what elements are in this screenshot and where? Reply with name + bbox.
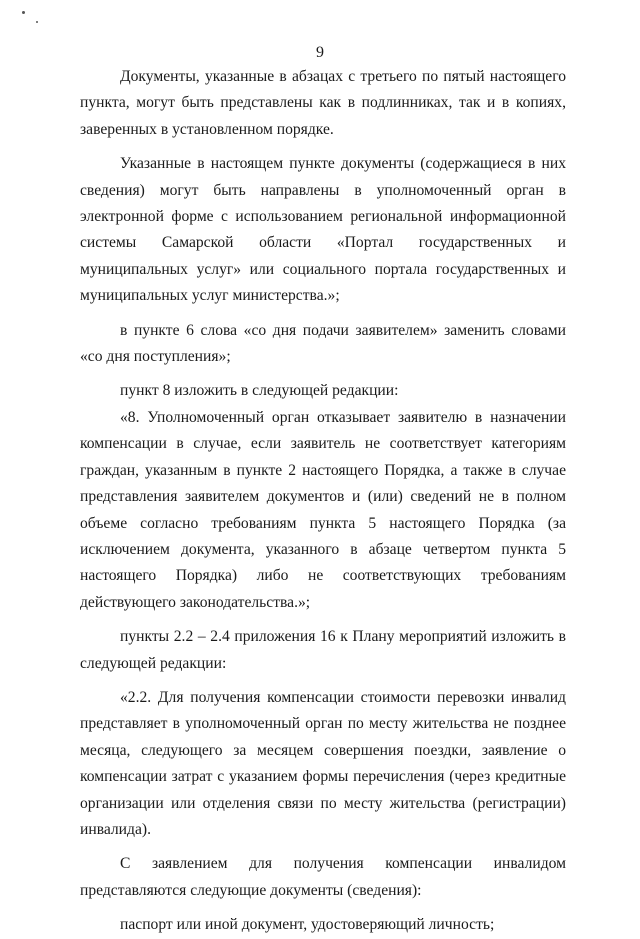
paragraph: пункт 8 изложить в следующей редакции: <box>120 382 399 400</box>
scan-speck <box>36 21 38 23</box>
paragraph: «2.2. Для получения компенсации стоимости перевозки инвалид представляет в уполномоченный орган по месту жительства не позднее месяца, следующего за месяцем совершения поездки, заявление о компенсации затрат с указанием формы перечисления (через кредитные организации или отделения связи по месту жительства (регистрации) инвалида). <box>80 688 566 838</box>
page-number: 9 <box>316 44 324 61</box>
paragraph: Указанные в настоящем пункте документы (содержащиеся в них сведения) могут быть направлены в уполномоченный орган в электронной форме с использованием региональной информационной системы Самарской области «Портал государственных и муниципальных услуг» или социального портала государственных и муниципальных услуг министерства.»; <box>80 155 566 305</box>
paragraph: пункты 2.2 – 2.4 приложения 16 к Плану мероприятий изложить в следующей редакции: <box>80 628 566 672</box>
paragraph: паспорт или иной документ, удостоверяющий личность; <box>120 916 495 934</box>
paragraph: С заявлением для получения компенсации инвалидом представляются следующие документы (сведения): <box>80 855 566 899</box>
paragraph: в пункте 6 слова «со дня подачи заявителем» заменить словами «со дня поступления»; <box>80 321 566 366</box>
scan-speck <box>22 11 25 14</box>
paragraph: Документы, указанные в абзацах с третьего по пятый настоящего пункта, могут быть представлены как в подлинниках, так и в копиях, заверенных в установленном порядке. <box>80 68 566 138</box>
paragraph: «8. Уполномоченный орган отказывает заявителю в назначении компенсации в случае, если заявитель не соответствует категориям граждан, указанным в пункте 2 настоящего Порядка, а также в случае представления заявителем документов и (или) сведений не в полном объеме согласно требованиям пункта 5 настоящего Порядка (за исключением документа, указанного в абзаце четвертом пункта 5 настоящего Порядка) либо не соответствующих требованиям действующего законодательства.»; <box>80 408 566 611</box>
document-body <box>80 64 566 939</box>
